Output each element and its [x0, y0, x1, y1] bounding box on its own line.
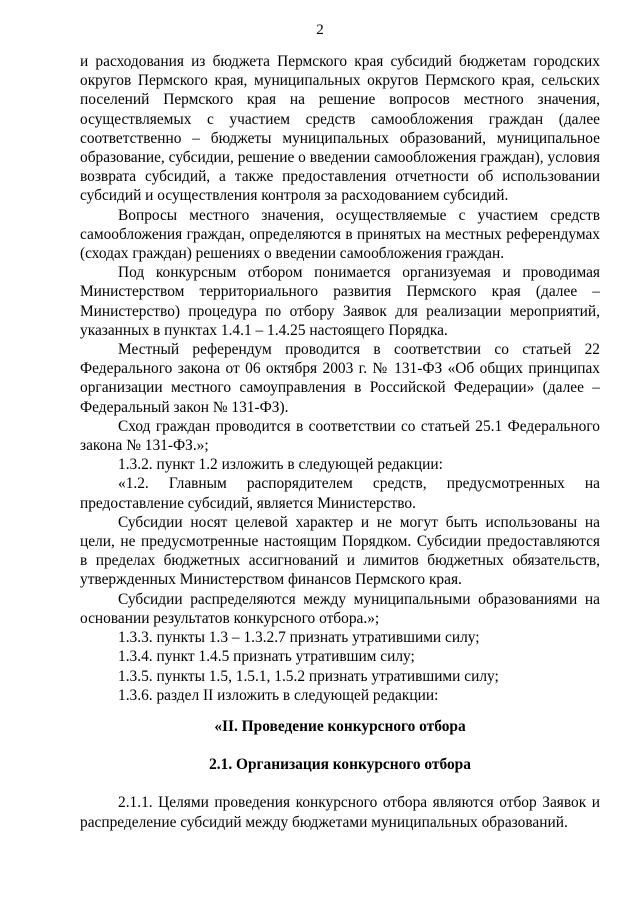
paragraph: 1.3.4. пункт 1.4.5 признать утратившим силу; [118, 648, 415, 666]
paragraph: Сход граждан проводится в соответствии со статьей 25.1 Федерального закона № 131-ФЗ.»; [80, 417, 600, 455]
paragraph: 1.3.6. раздел II изложить в следующей редакции: [118, 686, 439, 704]
paragraph: Субсидии распределяются между муниципальными образованиями на основании результатов конкурсного отбора.»; [80, 590, 600, 627]
subsection-heading: 2.1. Организация конкурсного отбора [209, 756, 471, 774]
paragraph: 1.3.5. пункты 1.5, 1.5.1, 1.5.2 признать утратившими силу; [118, 667, 499, 685]
paragraph: Субсидии носят целевой характер и не могут быть использованы на цели, не предусмотренные настоящим Порядком. Субсидии предоставляются в пределах бюджетных ассигнований и лимитов бюджетных обязательств, утвержденных Министерством финансов Пермского края. [80, 513, 600, 589]
paragraph: Вопросы местного значения, осуществляемые с участием средств самообложения граждан, определяются в принятых на местных референдумах (сходах граждан) решениях о введении самообложения граждан. [80, 206, 600, 263]
paragraph: 2.1.1. Целями проведения конкурсного отбора являются отбор Заявок и распределение субсидий между бюджетами муниципальных образований. [80, 794, 600, 831]
paragraph: Под конкурсным отбором понимается организуемая и проводимая Министерством территориального развития Пермского края (далее – Министерство) процедура по отбору Заявок для реализации мероприятий, указанных в пунктах 1.4.1 – 1.4.25 настоящего Порядка. [80, 264, 600, 339]
paragraph: 1.3.3. пункты 1.3 – 1.3.2.7 признать утратившими силу; [118, 629, 480, 647]
paragraph: «1.2. Главным распорядителем средств, предусмотренных на предоставление субсидий, является Министерство. [80, 475, 600, 512]
document-body [80, 52, 600, 832]
paragraph: Местный референдум проводится в соответствии со статьей 22 Федерального закона от 06 октября 2003 г. № 131-ФЗ «Об общих принципах организации местного самоуправления в Российской Федерации» (далее – Федеральный закон № 131-ФЗ). [80, 341, 600, 416]
paragraph: 1.3.2. пункт 1.2 изложить в следующей редакции: [118, 456, 443, 474]
section-heading: «II. Проведение конкурсного отбора [214, 717, 466, 735]
page-number: 2 [316, 22, 324, 38]
paragraph: и расходования из бюджета Пермского края субсидий бюджетам городских округов Пермского края, муниципальных округов Пермского края, сельских поселений Пермского края на решение вопросов местного значения, осуществляемых с участием средств самообложения граждан (далее соответственно – бюджеты муниципальных образований, муниципальное образование, субсидии, решение о введении самообложения граждан), условия возврата субсидий, а также предоставления отчетности об использовании субсидий и осуществления контроля за расходованием субсидий. [80, 53, 600, 205]
